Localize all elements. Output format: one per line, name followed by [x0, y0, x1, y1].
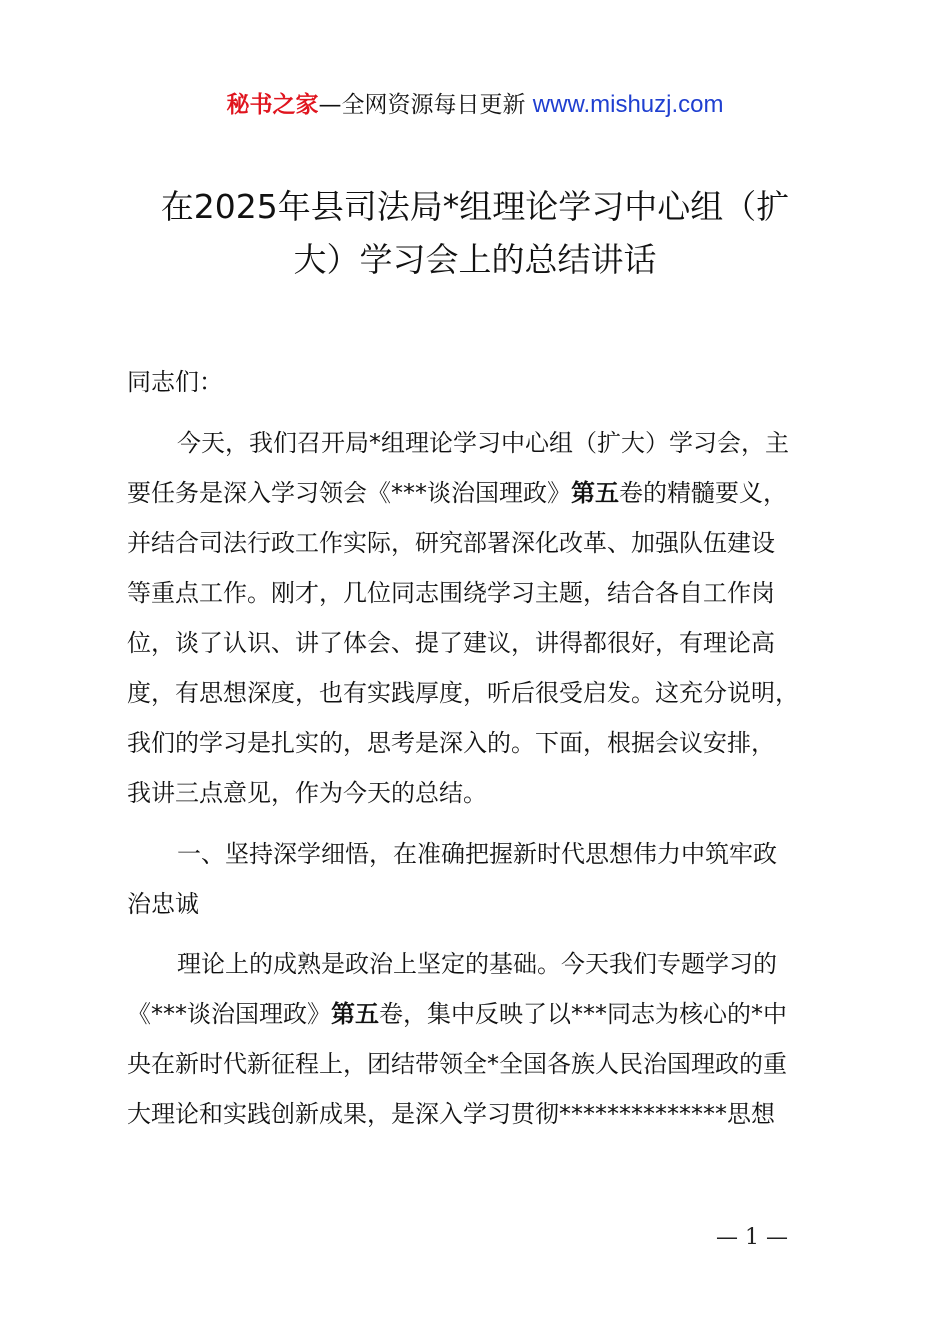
text-run: 要任务是深入学习领会《***谈治国理政》 — [127, 479, 571, 507]
title-line-1: 在2025年县司法局*组理论学习中心组（扩 — [160, 187, 790, 226]
paragraph-intro — [127, 418, 842, 818]
text-line: 度，有思想深度，也有实践厚度，听后很受启发。这充分说明， — [127, 679, 799, 707]
site-url-link[interactable]: www.mishuzj.com — [532, 91, 724, 118]
text-line — [127, 468, 842, 518]
text-line: 大理论和实践创新成果，是深入学习贯彻**************思想 — [127, 1100, 775, 1128]
document-title — [120, 180, 830, 286]
text-run: 卷的精髓要义， — [619, 479, 787, 507]
title-line-2: 大）学习会上的总结讲话 — [293, 240, 657, 279]
site-tagline: —全网资源每日更新 — [318, 92, 526, 118]
text-line: 今天，我们召开局*组理论学习中心组（扩大）学习会，主 — [177, 429, 789, 457]
heading-line: 治忠诚 — [127, 890, 199, 918]
text-line: 等重点工作。刚才，几位同志围绕学习主题，结合各自工作岗 — [127, 579, 775, 607]
bold-text-run: 第五 — [331, 1000, 379, 1028]
site-name: 秘书之家 — [226, 92, 319, 118]
text-line: 我讲三点意见，作为今天的总结。 — [127, 779, 487, 807]
bold-text-run: 第五 — [571, 479, 619, 507]
text-line: 央在新时代新征程上，团结带领全*全国各族人民治国理政的重 — [127, 1050, 787, 1078]
greeting: 同志们： — [127, 368, 223, 396]
site-header — [0, 88, 950, 122]
page-number: — 1 — — [716, 1225, 788, 1250]
section-heading-1 — [127, 829, 842, 929]
paragraph-section-1 — [127, 939, 842, 1139]
text-line — [127, 989, 842, 1039]
text-line: 位，谈了认识、讲了体会、提了建议，讲得都很好，有理论高 — [127, 629, 775, 657]
heading-line: 一、坚持深学细悟，在准确把握新时代思想伟力中筑牢政 — [177, 840, 777, 868]
text-line: 我们的学习是扎实的，思考是深入的。下面，根据会议安排， — [127, 729, 775, 757]
text-run: 卷，集中反映了以***同志为核心的*中 — [379, 1000, 787, 1028]
text-run: 《***谈治国理政》 — [127, 1000, 331, 1028]
text-line: 并结合司法行政工作实际，研究部署深化改革、加强队伍建设 — [127, 529, 775, 557]
text-line: 理论上的成熟是政治上坚定的基础。今天我们专题学习的 — [177, 950, 777, 978]
